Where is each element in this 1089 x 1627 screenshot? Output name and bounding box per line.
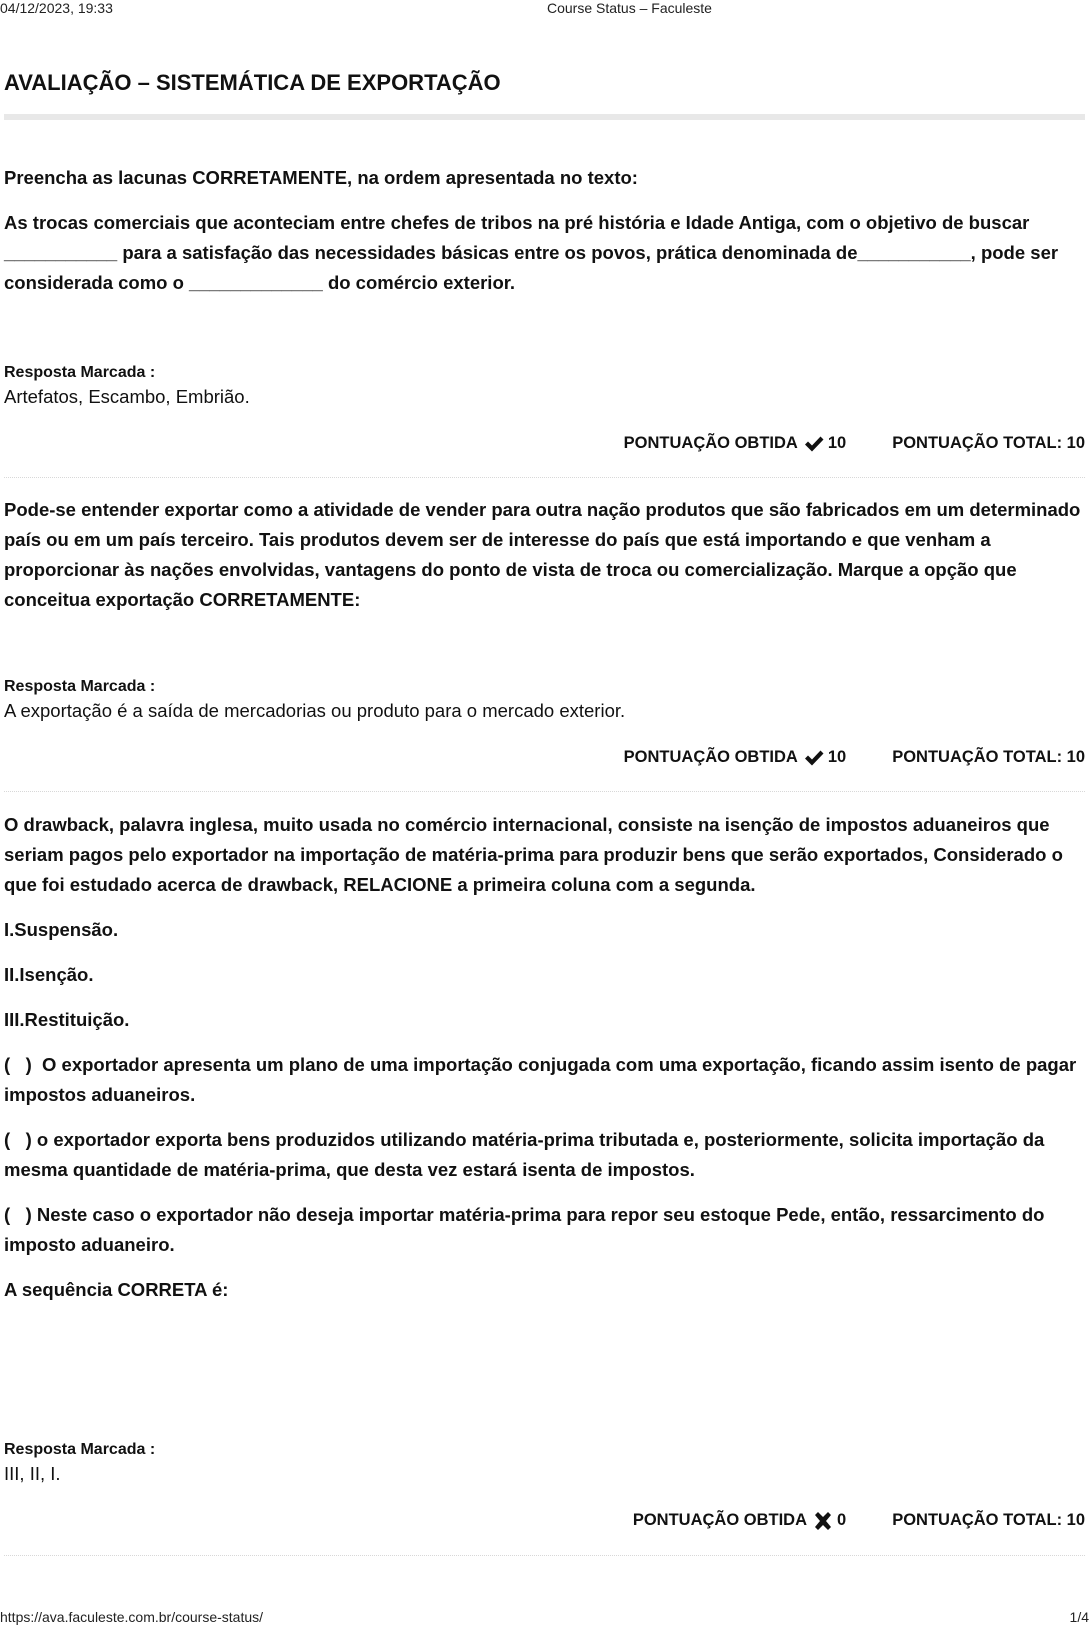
answer-value: III, II, I. [4, 1463, 61, 1484]
print-url: https://ava.faculeste.com.br/course-status/ [0, 1609, 264, 1625]
question-1-instruction: Preencha as lacunas CORRETAMENTE, na ordem apresentada no texto: [4, 167, 638, 188]
score-obtained-value: 0 [837, 1511, 847, 1529]
question-3-statement-3: ( ) Neste caso o exportador não deseja importar matéria-prima para repor seu estoque Pede, então, ressarcimento do imposto aduaneiro. [4, 1204, 1050, 1255]
question-3 [4, 810, 1085, 1320]
answer-label: Resposta Marcada : [4, 678, 156, 695]
score-total: PONTUAÇÃO TOTAL: 10 [892, 434, 1085, 452]
score-total: PONTUAÇÃO TOTAL: 10 [892, 1511, 1085, 1529]
question-3-score [4, 1511, 1085, 1530]
score-obtained-value: 10 [827, 748, 847, 766]
question-1-text: As trocas comerciais que aconteciam entre chefes de tribos na pré história e Idade Antiga, com o objetivo de buscar ___________ para a satisfação das necessidades básicas entre os povos, prática denominada de___________, pode ser considerada como o _____________ do comércio exterior. [4, 212, 1059, 293]
question-separator [4, 1555, 1085, 1556]
question-1 [4, 163, 1085, 298]
question-2-answer [4, 677, 1085, 725]
question-separator [4, 477, 1085, 478]
check-icon [804, 435, 824, 453]
score-obtained [633, 1511, 846, 1530]
title-divider [4, 114, 1085, 120]
page-indicator: 1/4 [1069, 1609, 1089, 1625]
check-icon [804, 749, 824, 767]
question-separator [4, 791, 1085, 792]
question-2-score [4, 748, 1085, 767]
question-3-answer [4, 1440, 1085, 1488]
print-page-title: Course Status – Faculeste [547, 0, 712, 16]
question-3-statement-1: ( ) O exportador apresenta um plano de uma importação conjugada com uma exportação, ficando assim isento de pagar impostos aduaneiros. [4, 1054, 1082, 1105]
score-obtained-label: PONTUAÇÃO OBTIDA [632, 1511, 807, 1529]
answer-label: Resposta Marcada : [4, 1441, 156, 1458]
print-footer [0, 1609, 1089, 1627]
answer-value: Artefatos, Escambo, Embrião. [4, 386, 250, 407]
question-2 [4, 495, 1085, 615]
answer-value: A exportação é a saída de mercadorias ou produto para o mercado exterior. [4, 700, 626, 721]
question-3-item-iii: III.Restituição. [4, 1009, 130, 1030]
score-obtained [624, 748, 847, 767]
question-3-item-ii: II.Isenção. [4, 964, 94, 985]
print-header [0, 0, 1089, 18]
question-3-text: O drawback, palavra inglesa, muito usada no comércio internacional, consiste na isenção de impostos aduaneiros que seriam pagos pelo exportador na importação de matéria-prima para produzir bens que serão exportados, Considerado o que foi estudado acerca de drawback, RELACIONE a primeira coluna com a segunda. [4, 814, 1063, 895]
score-total: PONTUAÇÃO TOTAL: 10 [892, 748, 1085, 766]
question-2-text: Pode-se entender exportar como a atividade de vender para outra nação produtos que são fabricados em um determinado país ou em um país terceiro. Tais produtos devem ser de interesse do país que está importando e que venham a proporcionar às nações envolvidas, vantagens do ponto de vista de troca ou comercialização. Marque a opção que conceitua exportação CORRETAMENTE: [4, 499, 1081, 610]
score-obtained-label: PONTUAÇÃO OBTIDA [623, 748, 798, 766]
question-3-prompt: A sequência CORRETA é: [4, 1279, 229, 1300]
question-3-item-i: I.Suspensão. [4, 919, 119, 940]
score-obtained-value: 10 [827, 434, 847, 452]
score-obtained [624, 434, 847, 453]
page-title: AVALIAÇÃO – SISTEMÁTICA DE EXPORTAÇÃO [4, 70, 501, 95]
answer-label: Resposta Marcada : [4, 364, 156, 381]
question-1-score [4, 434, 1085, 453]
question-1-answer [4, 363, 1085, 411]
x-icon [813, 1512, 833, 1530]
print-datetime: 04/12/2023, 19:33 [0, 0, 113, 16]
score-obtained-label: PONTUAÇÃO OBTIDA [623, 434, 798, 452]
question-3-statement-2: ( ) o exportador exporta bens produzidos utilizando matéria-prima tributada e, posteriormente, solicita importação da mesma quantidade de matéria-prima, que desta vez estará isenta de impostos. [4, 1129, 1050, 1180]
